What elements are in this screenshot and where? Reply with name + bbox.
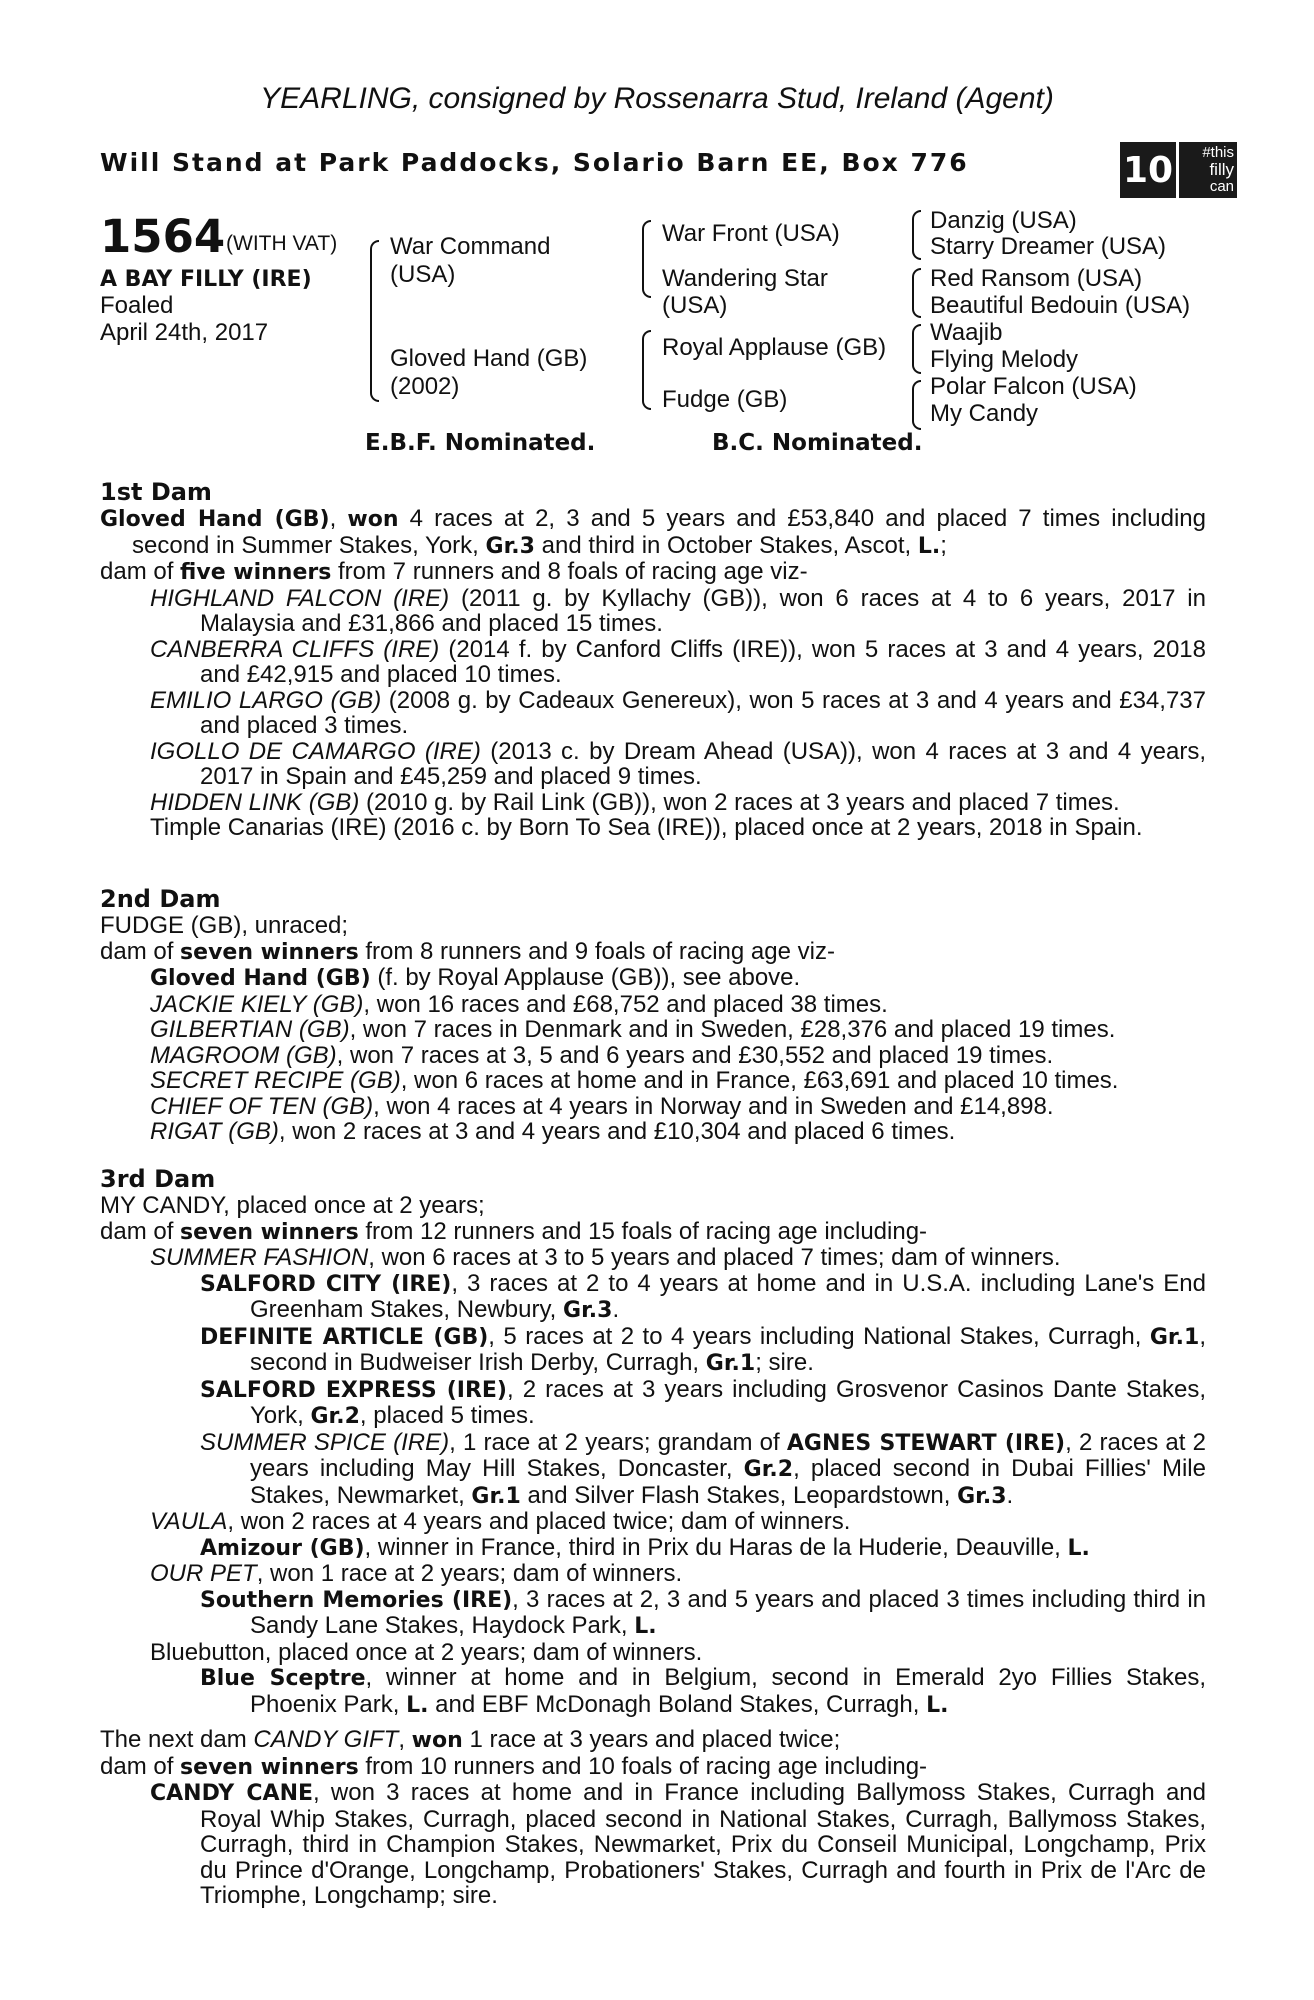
- logo-line-2: filly: [1209, 160, 1234, 179]
- progeny-text: (2014 f. by Canford Cliffs (IRE)), won 5 races at 3 and 4 years, 2018 and £42,915 and placed 10 times.: [200, 635, 1206, 688]
- dam-of-pre: dam of: [100, 1752, 181, 1780]
- progeny-name: HIGHLAND FALCON (IRE): [150, 584, 450, 612]
- progeny-item: [100, 1587, 1206, 1640]
- progeny-item: Bluebutton, placed once at 2 years; dam of winners.: [150, 1638, 703, 1666]
- progeny-name: CANDY CANE: [150, 1781, 314, 1806]
- second-dam-heading: 2nd Dam: [100, 885, 221, 913]
- first-dam-horse: Gloved Hand (GB): [100, 507, 330, 532]
- logo-line-3: can: [1209, 178, 1234, 195]
- progeny-text: (f. by Royal Applause (GB)), see above.: [370, 964, 801, 991]
- logo-ten-text: 10: [1122, 149, 1174, 191]
- progeny-name: OUR PET: [150, 1560, 257, 1587]
- dam-of-winners: seven winners: [180, 1219, 359, 1245]
- next-dam-name: CANDY GIFT: [253, 1726, 399, 1753]
- dam-of-winners: seven winners: [180, 1754, 359, 1780]
- progeny-text: , won 1 race at 2 years; dam of winners.: [256, 1560, 683, 1587]
- stand-location: Will Stand at Park Paddocks, Solario Barn EE, Box 776: [100, 148, 969, 177]
- bc-nominated: B.C. Nominated.: [712, 430, 923, 456]
- progeny-item: [100, 1665, 1206, 1718]
- consignment-line: YEARLING, consigned by Rossenarra Stud, Ireland (Agent): [260, 82, 1054, 115]
- progeny-name: IGOLLO DE CAMARGO (IRE): [150, 737, 481, 765]
- sire-country: (USA): [390, 261, 456, 288]
- progeny-name: Gloved Hand (GB): [150, 966, 371, 991]
- dam-of-post: from 12 runners and 15 foals of racing age including-: [358, 1217, 928, 1245]
- dam-of-post: from 10 runners and 10 foals of racing age including-: [358, 1752, 928, 1780]
- third-dam-section: [100, 1165, 1206, 1718]
- dam-year: (2002): [390, 373, 460, 400]
- progeny-text: (2011 g. by Kyllachy (GB)), won 6 races at 4 to 6 years, 2017 in Malaysia and £31,866 and placed 15 times.: [200, 584, 1206, 637]
- foaled-label: Foaled: [100, 292, 174, 319]
- progeny-name: HIDDEN LINK (GB): [150, 788, 360, 816]
- grade-label: Gr.1: [1149, 1324, 1200, 1350]
- grade-label: Gr.1: [705, 1351, 756, 1376]
- progeny-item: [100, 790, 1206, 816]
- third-dam-intro: MY CANDY, placed once at 2 years;: [100, 1192, 485, 1219]
- grade-label: Gr.2: [310, 1404, 360, 1429]
- progeny-text: (2008 g. by Cadeaux Genereux), won 5 races at 3 and 4 years and £34,737 and placed 3 times.: [200, 686, 1206, 739]
- progeny-name: SECRET RECIPE (GB): [150, 1067, 401, 1094]
- grade-label: Gr.2: [743, 1457, 794, 1482]
- progeny-item: [100, 1271, 1206, 1324]
- progeny-text: (2010 g. by Rail Link (GB)), won 2 races at 3 years and placed 7 times.: [359, 788, 1120, 816]
- this-filly-can-logo: [1120, 142, 1237, 198]
- progeny-text: , won 7 races at 3, 5 and 6 years and £30,552 and placed 19 times.: [336, 1041, 1054, 1069]
- first-dam-dam-of: [100, 559, 1206, 586]
- progeny-name: CANBERRA CLIFFS (IRE): [150, 635, 440, 663]
- next-dam-post: 1 race at 3 years and placed twice;: [462, 1726, 841, 1753]
- progeny-item: [100, 739, 1206, 790]
- progeny-item: [100, 1430, 1206, 1510]
- first-dam-intro-rest: 4 races at 2, 3 and 5 years and £53,840 and placed 7 times including second in Summer Stakes, York,: [132, 505, 1206, 559]
- progeny-name: SUMMER SPICE (IRE): [200, 1428, 450, 1456]
- progeny-item: [100, 1245, 1206, 1271]
- progeny-item: [100, 1068, 1206, 1094]
- progeny-text: , won 4 races at 4 years in Norway and in Sweden and £14,898.: [373, 1092, 1054, 1120]
- grade-label: Gr.3: [485, 533, 535, 559]
- progeny-text: , 2 races at 2 years including May Hill Stakes, Doncaster,: [250, 1428, 1206, 1482]
- dam-dam: Fudge (GB): [662, 386, 788, 413]
- progeny-name: Blue Sceptre: [200, 1666, 366, 1691]
- progeny-text: , won 6 races at home and in France, £63,691 and placed 10 times.: [400, 1067, 1119, 1094]
- g3-bracket-2: [912, 268, 921, 318]
- g3-bracket-1: [912, 210, 921, 260]
- progeny-item: [100, 1535, 1206, 1562]
- progeny-name: Southern Memories (IRE): [200, 1587, 513, 1613]
- progeny-item: [100, 1017, 1206, 1043]
- lot-name: A BAY FILLY (IRE): [100, 267, 312, 292]
- progeny-item: [100, 1509, 1206, 1535]
- listed-label: L.: [634, 1614, 657, 1639]
- dam-of-pre: dam of: [100, 937, 181, 965]
- progeny-text: , 5 races at 2 to 4 years including National Stakes, Curragh,: [488, 1322, 1150, 1350]
- next-dam-intro: [100, 1727, 1206, 1754]
- ebf-nominated: E.B.F. Nominated.: [365, 430, 596, 456]
- progeny-text: and EBF McDonagh Boland Stakes, Curragh,: [428, 1690, 927, 1718]
- g3-6: Flying Melody: [930, 346, 1079, 373]
- progeny-name: SALFORD EXPRESS (IRE): [200, 1377, 507, 1403]
- progeny-name: CHIEF OF TEN (GB): [150, 1092, 374, 1120]
- progeny-item: [100, 992, 1206, 1018]
- sire-dam-name: Wandering Star: [662, 265, 828, 292]
- g3-3: Red Ransom (USA): [930, 265, 1143, 292]
- progeny-name: VAULA: [150, 1508, 228, 1535]
- progeny-text: , 1 race at 2 years; grandam of: [449, 1428, 787, 1456]
- next-dam-dam-of: [100, 1754, 1206, 1781]
- progeny-item: [100, 1324, 1206, 1377]
- won-label: won: [347, 507, 399, 532]
- next-dam-comma: ,: [398, 1726, 412, 1753]
- g3-1: Danzig (USA): [930, 207, 1077, 234]
- dam-of-winners: five winners: [180, 560, 332, 585]
- dam-of-post: from 8 runners and 9 foals of racing age viz-: [358, 937, 835, 965]
- progeny-text: , 3 races at 2, 3 and 5 years and placed 3 times including third in Sandy Lane Stakes, Haydock Park,: [250, 1585, 1206, 1639]
- dam-of-post: from 7 runners and 8 foals of racing age viz-: [331, 558, 808, 585]
- second-dam-intro: FUDGE (GB), unraced;: [100, 912, 349, 939]
- progeny-name: Amizour (GB): [200, 1535, 365, 1561]
- won-label: won: [411, 1728, 463, 1753]
- g3-7: Polar Falcon (USA): [930, 373, 1137, 400]
- progeny-item: [100, 1561, 1206, 1587]
- progeny-item: [100, 1780, 1206, 1909]
- logo-ten-icon: [1120, 142, 1176, 198]
- sire-sire: War Front (USA): [662, 220, 840, 247]
- progeny-text: (2016 c. by Born To Sea (IRE)), placed once at 2 years, 2018 in Spain.: [386, 814, 1143, 841]
- progeny-name: Timple Canarias (IRE): [150, 814, 387, 841]
- g3-2: Starry Dreamer (USA): [930, 233, 1167, 260]
- progeny-text: (2013 c. by Dream Ahead (USA)), won 4 races at 3 and 4 years, 2017 in Spain and £45,259 and placed 9 times.: [200, 737, 1207, 790]
- first-dam-heading: 1st Dam: [100, 478, 212, 506]
- progeny-text: ; sire.: [755, 1349, 814, 1376]
- progeny-item: [100, 1377, 1206, 1430]
- listed-label: L.: [917, 533, 941, 559]
- progeny-text: , won 7 races in Denmark and in Sweden, £28,376 and placed 19 times.: [349, 1016, 1116, 1043]
- listed-label: L.: [1067, 1535, 1090, 1561]
- second-dam-section: [100, 885, 1206, 1145]
- dam-of-pre: dam of: [100, 558, 181, 585]
- dam-of-pre: dam of: [100, 1217, 181, 1245]
- progeny-text: , won 6 races at 3 to 5 years and placed 7 times; dam of winners.: [368, 1244, 1061, 1271]
- grade-label: Gr.1: [471, 1483, 521, 1509]
- foaled-date: April 24th, 2017: [100, 319, 269, 346]
- progeny-text: , won 3 races at home and in France including Ballymoss Stakes, Curragh and Royal Whip Stakes, Curragh, placed second in National Stakes, Curragh, Ballymoss Stakes, Curragh, third in Champion Stakes, Newmarket, Prix du Conseil Municipal, Longchamp, Prix du Prince d'Orange, Longchamp, Probationers' Stakes, Curragh and fourth in Prix de l'Arc de Triomphe, Longchamp; sire.: [200, 1779, 1207, 1909]
- progeny-name: RIGAT (GB): [150, 1118, 279, 1145]
- progeny-item: [100, 637, 1206, 688]
- dam-name: Gloved Hand (GB): [390, 345, 588, 372]
- first-dam-intro-tail: and third in October Stakes, Ascot,: [534, 531, 918, 559]
- lot-number: 1564: [100, 210, 226, 263]
- progeny-text: , won 2 races at 3 and 4 years and £10,304 and placed 6 times.: [278, 1118, 956, 1145]
- progeny-text: and Silver Flash Stakes, Leopardstown,: [520, 1481, 958, 1509]
- dam-of-winners: seven winners: [180, 939, 359, 965]
- progeny-text-end: .: [612, 1296, 620, 1323]
- progeny-text: , second in Budweiser Irish Derby, Curragh,: [250, 1322, 1206, 1376]
- third-dam-dam-of: [100, 1219, 1206, 1246]
- progeny-item: [100, 1119, 1206, 1145]
- g3-5: Waajib: [930, 319, 1003, 346]
- progeny-item: [100, 688, 1206, 739]
- progeny-text: , placed second in Dubai Fillies' Mile Stakes, Newmarket,: [250, 1455, 1206, 1509]
- progeny-text: , won 2 races at 4 years and placed twice; dam of winners.: [227, 1508, 851, 1535]
- dam-line-bracket: [642, 330, 651, 410]
- grade-label: Gr.3: [563, 1298, 613, 1323]
- first-dam-section: [100, 478, 1206, 841]
- progeny-name: DEFINITE ARTICLE (GB): [200, 1324, 489, 1350]
- progeny-text: , 3 races at 2 to 4 years at home and in U.S.A. including Lane's End Greenham Stakes, Newbury,: [250, 1269, 1206, 1323]
- progeny-name: SUMMER FASHION: [150, 1244, 369, 1271]
- progeny-text: , winner at home and in Belgium, second in Emerald 2yo Fillies Stakes, Phoenix Park,: [250, 1664, 1206, 1718]
- progeny-text: , won 16 races and £68,752 and placed 38 times.: [363, 990, 888, 1018]
- sire-line-bracket: [642, 220, 651, 298]
- progeny-name: MAGROOM (GB): [150, 1041, 337, 1069]
- next-dam-pre: The next dam: [100, 1726, 254, 1753]
- progeny-item: [100, 1094, 1206, 1120]
- g3-4: Beautiful Bedouin (USA): [930, 292, 1191, 319]
- progeny-text: , 2 races at 3 years including Grosvenor Casinos Dante Stakes, York,: [250, 1375, 1206, 1429]
- logo-line-1: #this: [1202, 144, 1234, 161]
- progeny-name: GILBERTIAN (GB): [150, 1016, 350, 1043]
- progeny-item: [100, 586, 1206, 637]
- grandprogeny-name: AGNES STEWART (IRE): [786, 1430, 1066, 1456]
- next-dam-section: [100, 1727, 1206, 1909]
- progeny-name: SALFORD CITY (IRE): [200, 1271, 452, 1297]
- progeny-name: JACKIE KIELY (GB): [150, 990, 364, 1018]
- logo-hashtag: [1179, 142, 1237, 198]
- progeny-text: .: [1006, 1481, 1014, 1509]
- first-dam-intro: Gloved Hand (GB), won 4 races at 2, 3 and 5 years and £53,840 and placed 7 times including second in Summer Stakes, York, Gr.3 and third in October Stakes, Ascot, L.;: [100, 505, 1206, 559]
- progeny-name: EMILIO LARGO (GB): [150, 686, 382, 714]
- third-dam-heading: 3rd Dam: [100, 1165, 216, 1193]
- progeny-item: [100, 965, 1206, 992]
- sire-dam-country: (USA): [662, 292, 728, 319]
- progeny-text: , winner in France, third in Prix du Haras de la Huderie, Deauville,: [364, 1533, 1068, 1561]
- g3-bracket-4: [912, 380, 921, 430]
- sire-dam-bracket: [370, 240, 379, 402]
- progeny-item: [100, 1043, 1206, 1069]
- vat-label: (WITH VAT): [226, 232, 338, 255]
- second-dam-dam-of: [100, 939, 1206, 966]
- progeny-item: [100, 815, 1206, 841]
- g3-bracket-3: [912, 324, 921, 374]
- progeny-text: , placed 5 times.: [359, 1402, 535, 1429]
- listed-label: L.: [406, 1692, 429, 1718]
- dam-sire: Royal Applause (GB): [662, 334, 887, 361]
- first-dam-intro-end: ;: [940, 531, 947, 559]
- sire-name: War Command: [390, 233, 551, 260]
- g3-8: My Candy: [930, 400, 1039, 427]
- grade-label: Gr.3: [957, 1483, 1007, 1509]
- listed-label: L.: [926, 1692, 949, 1718]
